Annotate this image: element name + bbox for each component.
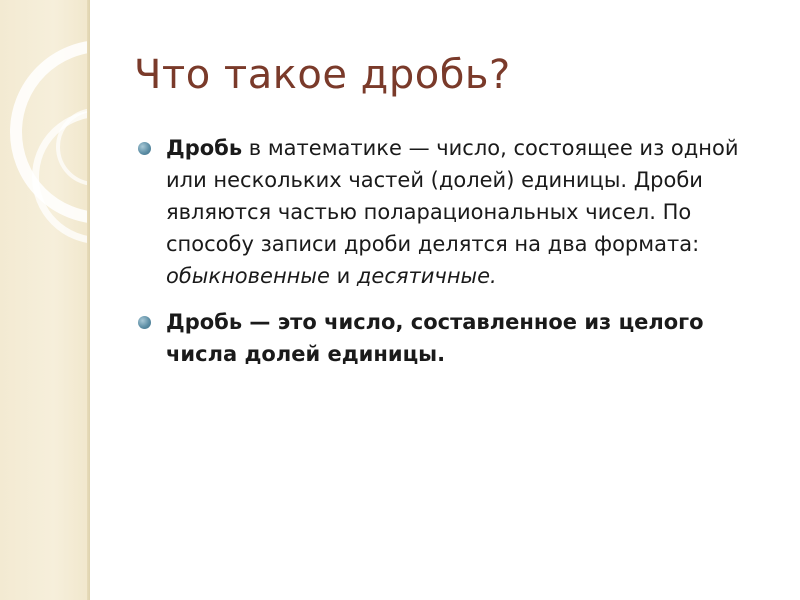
bullet-italic-term: десятичные. bbox=[356, 264, 497, 288]
bullet-bold-text: Дробь — это число, составленное из целого числа долей единицы. bbox=[166, 310, 704, 366]
bullet-dot-icon bbox=[138, 142, 151, 155]
slide-content bbox=[136, 132, 776, 370]
bullet-text: в математике — число, состоящее из одной или нескольких частей (долей) единицы. Дроби являются частью поларациональных чисел. По способу записи дроби делятся на два формата: bbox=[166, 136, 739, 256]
bullet-item-summary bbox=[136, 306, 776, 370]
bullet-bold-lead: Дробь bbox=[166, 136, 243, 160]
slide-title: Что такое дробь? bbox=[134, 52, 511, 98]
bullet-item-definition bbox=[136, 132, 776, 292]
sidebar-edge bbox=[87, 0, 90, 600]
bullet-italic-term: обыкновенные bbox=[166, 264, 330, 288]
bullet-dot-icon bbox=[138, 316, 151, 329]
sidebar-decoration bbox=[0, 0, 90, 600]
bullet-text: и bbox=[329, 264, 357, 288]
